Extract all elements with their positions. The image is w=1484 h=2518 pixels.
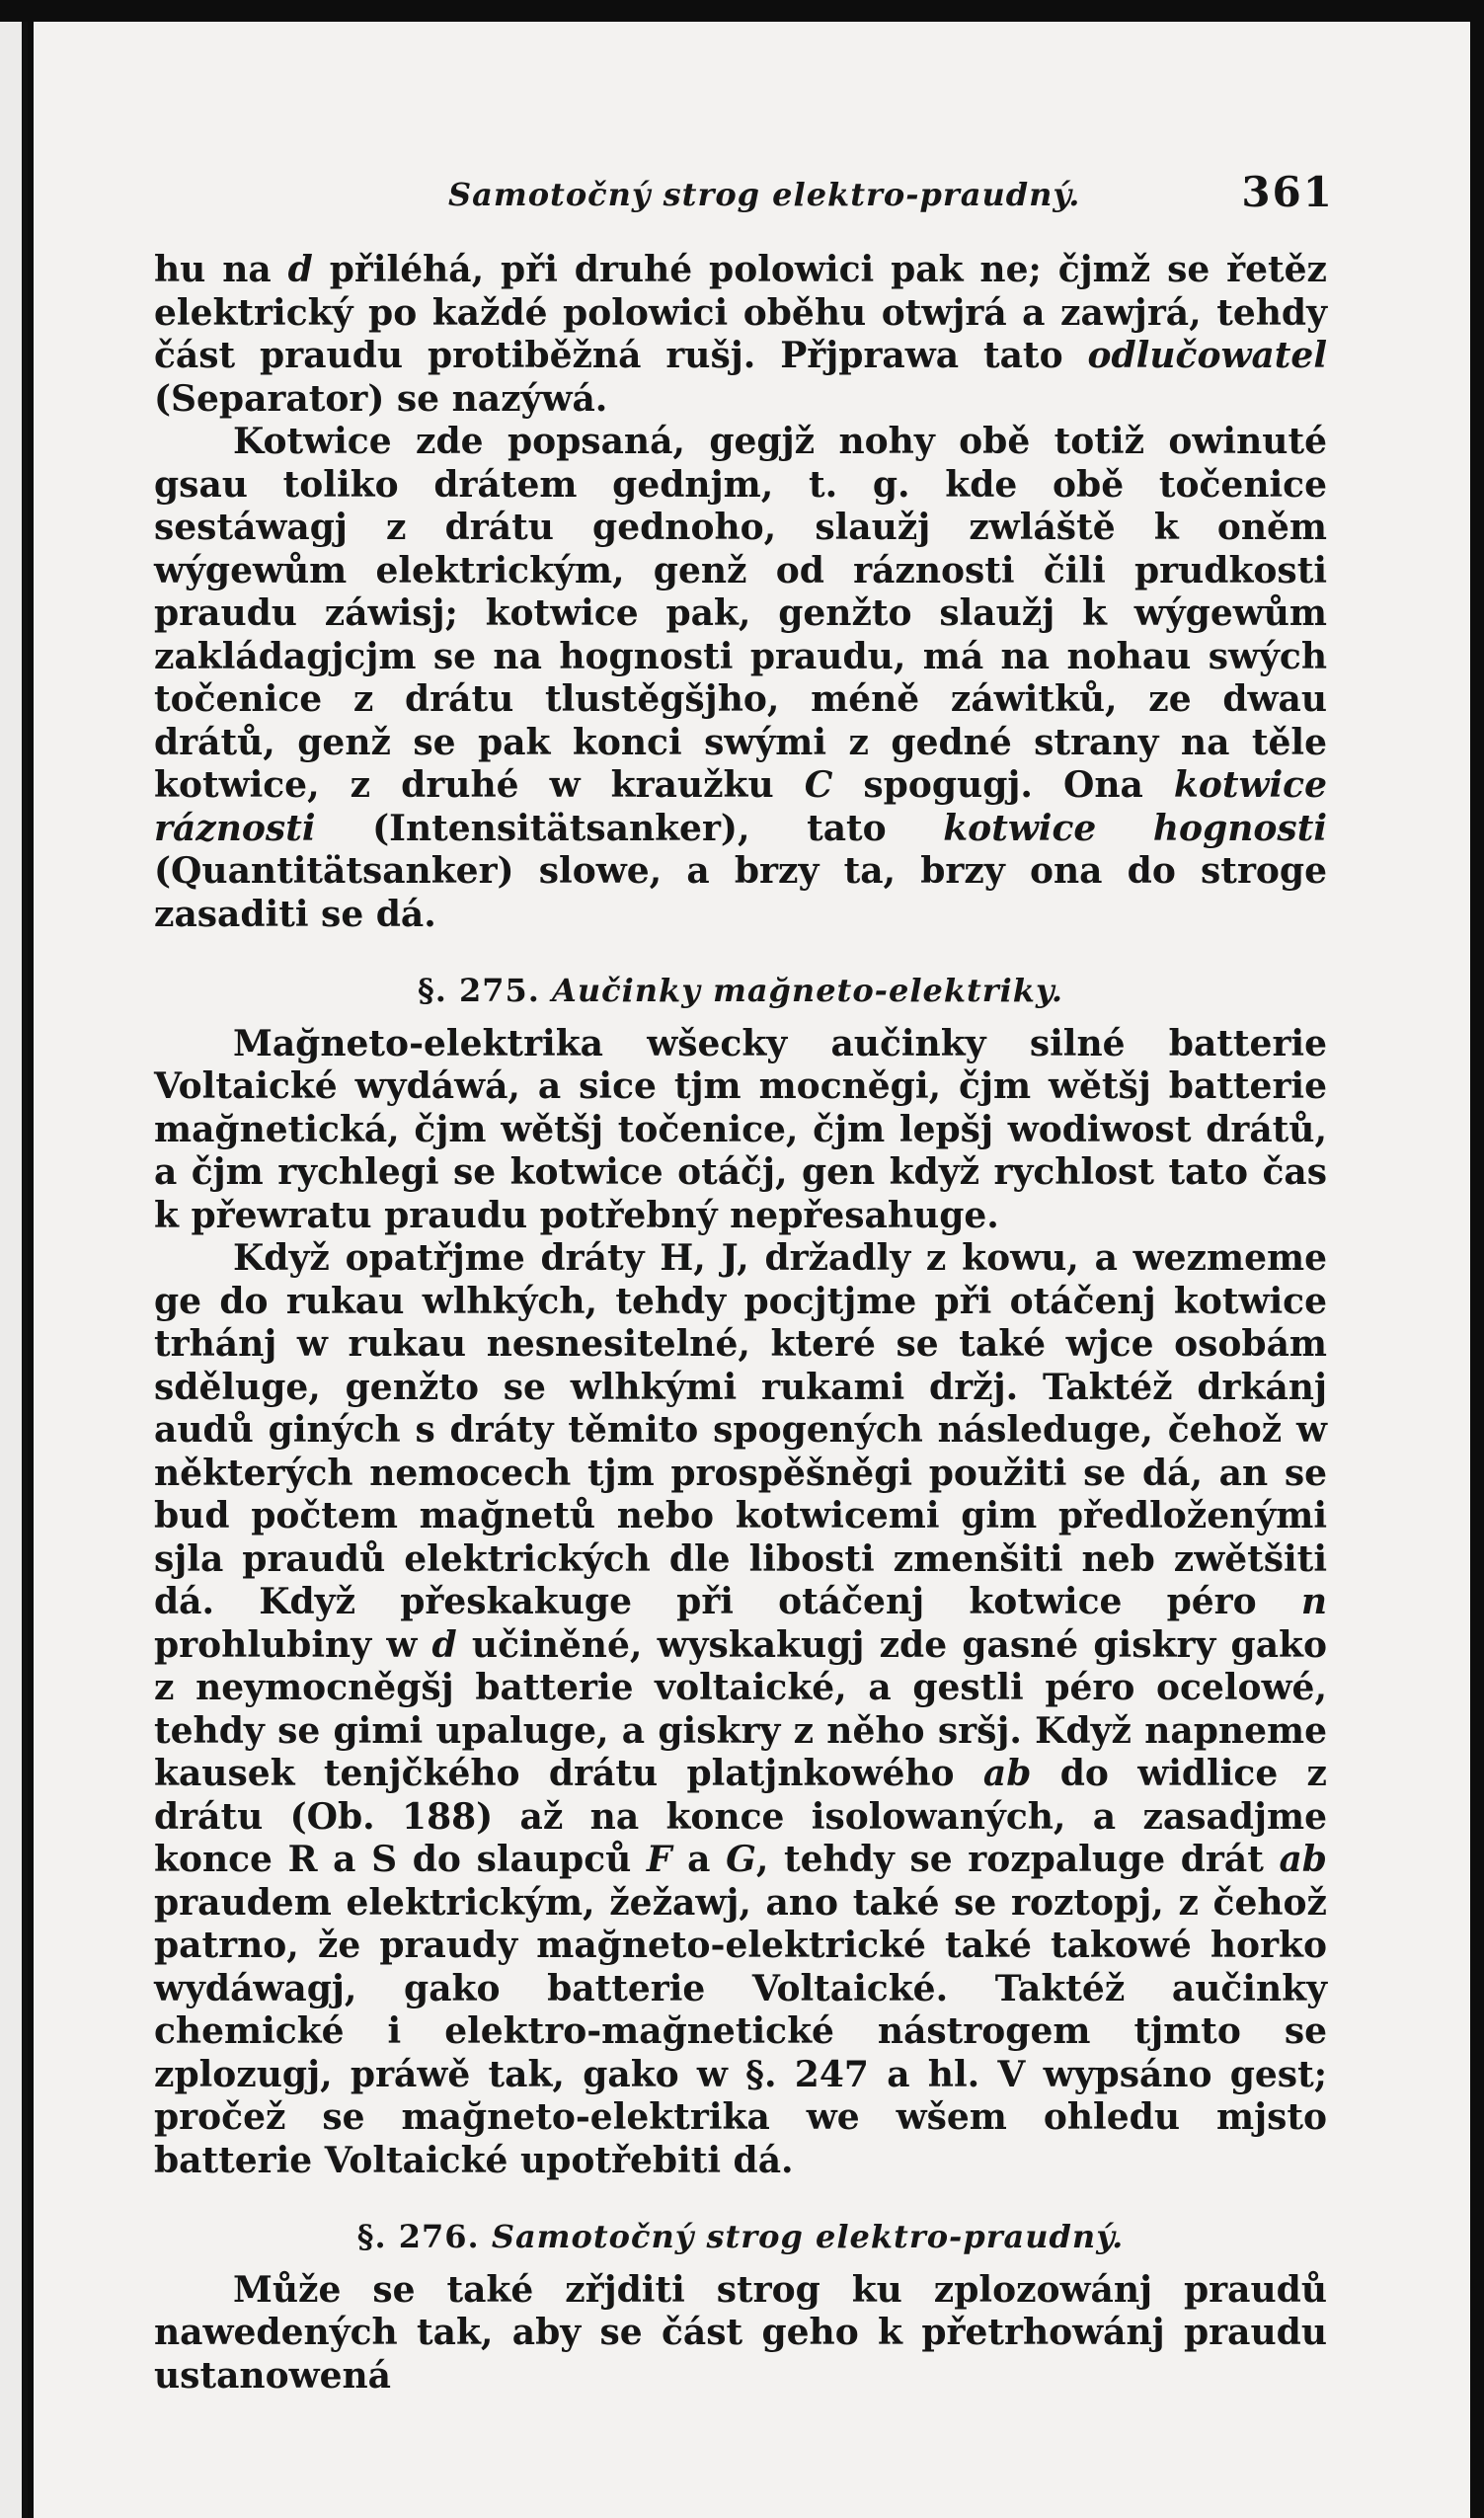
term-separator: odlučowatel	[1087, 335, 1327, 376]
text-run-italic: ab	[982, 1753, 1032, 1794]
text-run-italic: F	[646, 1839, 672, 1880]
paragraph-effects	[154, 1023, 1327, 1238]
text-run: , tehdy se rozpaluge drát	[755, 1839, 1280, 1880]
text-run: Kotwice zde popsaná, gegjž nohy obě totiž owinuté gsau toliko drátem gednjm, t. g. kde obě točenice sestáwagj z drátu gednoho, slaužj zwláště k oněm wýgewům elektrickým, genž od ráznosti čili prudkosti praudu záwisj; kotwice pak, genžto slaužj k wýgewům zakládagjcjm se na hognosti praudu, má na nohau swých točenice z drátu tlustěgšjho, méně záwitků, ze dwau drátů, genž se pak konci swými z gedné strany na těle kotwice, z druhé w kraužku	[154, 421, 1327, 806]
text-run: (Quantitätsanker) slowe, a brzy ta, brzy ona do stroge zasaditi se dá.	[154, 850, 1327, 935]
text-run-italic: n	[1300, 1581, 1327, 1622]
section-title: Aučinky mağneto-elektriky.	[552, 972, 1064, 1009]
text-run: (Intensitätsanker), tato	[315, 807, 944, 849]
paragraph-armature	[154, 421, 1327, 936]
text-run: spogugj. Ona	[832, 764, 1174, 806]
text-run: učiněné, wyskakugj zde gasné giskry gako z neymocněgšj batterie voltaické, a gestli péro ocelowé, tehdy se gimi upaluge, a giskry z něho sršj. Když napneme kausek tenjčkého drátu platjnkowého	[154, 1623, 1327, 1794]
text-run: přiléhá, při druhé polowici pak ne; čjmž se řetěz elektrický po každé polowici oběhu otwjrá a zawjrá, tehdy část praudu protiběžná rušj. Přjprawa tato	[154, 249, 1327, 376]
text-run-italic: G	[726, 1839, 756, 1880]
text-run: prohlubiny w	[154, 1623, 432, 1666]
section-heading-275	[154, 970, 1327, 1013]
adjacent-page-edge	[0, 22, 28, 2518]
section-title: Samotočný strog elektro-praudný.	[491, 2218, 1125, 2255]
book-page	[34, 22, 1470, 2518]
text-run-italic: d	[287, 249, 313, 290]
text-run: Když opatřjme dráty H, J, držadly z kowu, a wezmeme ge do rukau wlhkých, tehdy pocjtjme při otáčenj kotwice trhánj w rukau nesnesitelné, které se také wjce osobám sděluge, genžto se wlhkými rukami držj. Taktéž drkánj audů giných s dráty těmito spogených následuge, čehož w některých nemocech tjm prospěšněgi použiti se dá, an se bud počtem mağnetů nebo kotwicemi gim předloženými sjla praudů elektrických dle libosti zmenšiti neb zwětšiti dá. Když přeskakuge při otáčenj kotwice péro	[154, 1237, 1327, 1622]
body-text	[154, 249, 1327, 2398]
section-number: §. 275.	[417, 972, 540, 1009]
text-run: (Separator) se nazýwá.	[154, 377, 608, 420]
paragraph-separator	[154, 249, 1327, 421]
text-run-italic: ab	[1279, 1839, 1327, 1880]
text-run-italic: d	[431, 1623, 457, 1666]
text-run: a	[671, 1839, 727, 1880]
term-intensity-armature: kotwice ráznosti	[154, 764, 1327, 849]
paragraph-experiments	[154, 1237, 1327, 2182]
page-number: 361	[1241, 168, 1334, 216]
section-number: §. 276.	[356, 2218, 480, 2255]
text-run: do widlice z drátu (Ob. 188) až na konce isolowaných, a zasadjme konce R a S do slaupců	[154, 1753, 1327, 1880]
paragraph-self-acting	[154, 2269, 1327, 2399]
text-run-italic: C	[804, 764, 833, 806]
text-run: praudem elektrickým, žežawj, ano také se roztopj, z čehož patrno, že praudy mağneto-elektrické také takowé horko wydáwagj, gako batterie Voltaické. Taktéž aučinky chemické i elektro-mağnetické nástrogem tjmto se zplozugj, práwě tak, gako w §. 247 a hl. V wypsáno gest; pročež se mağneto-elektrika we wšem ohledu mjsto batterie Voltaické upotřebiti dá.	[154, 1881, 1327, 2181]
running-title: Samotočný strog elektro-praudný.	[448, 176, 1081, 213]
text-run: Mağneto-elektrika wšecky aučinky silné batterie Voltaické wydáwá, a sice tjm mocněgi, čjm wětšj batterie mağnetická, čjm wětšj točenice, čjm lepšj wodiwost drátů, a čjm rychlegi se kotwice otáčj, gen když rychlost tato čas k přewratu praudu potřebný nepřesahuge.	[154, 1022, 1327, 1236]
text-run: Může se také zřjditi strog ku zplozowánj praudů nawedených tak, aby se část geho k přetrhowánj praudu ustanowená	[154, 2268, 1327, 2397]
page-header	[34, 168, 1470, 227]
term-quantity-armature: kotwice hognosti	[943, 807, 1327, 849]
section-heading-276	[154, 2216, 1327, 2259]
text-run: hu na	[154, 249, 288, 290]
